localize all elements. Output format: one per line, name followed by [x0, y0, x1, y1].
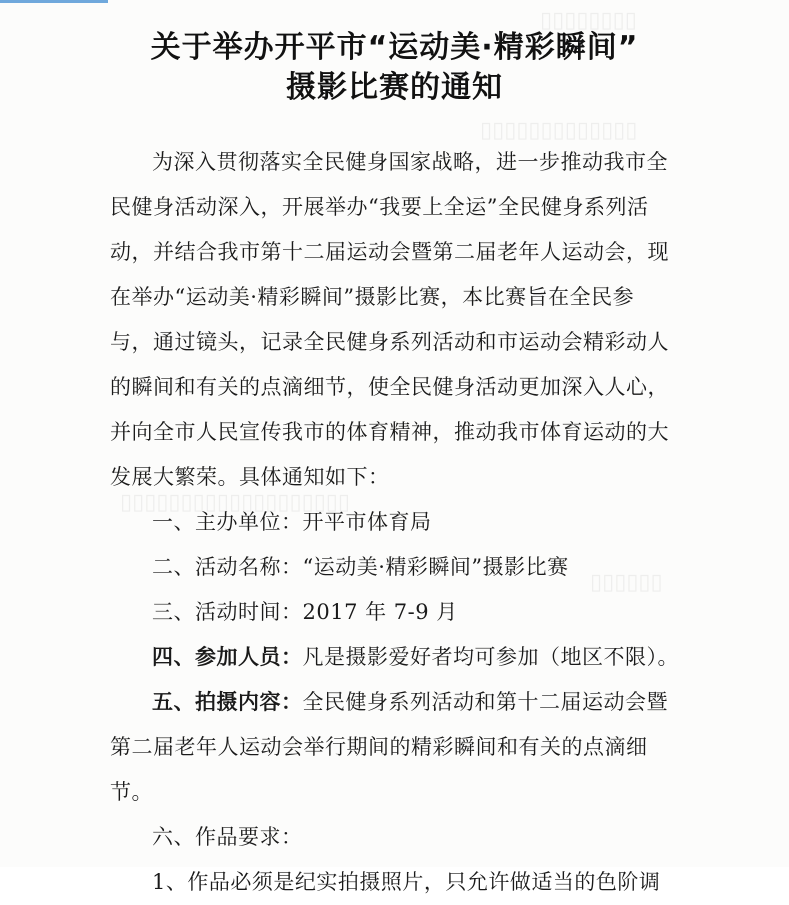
item-organizer-label: 一、主办单位： [152, 510, 303, 534]
item-participants-label: 四、参加人员： [152, 645, 303, 669]
page-title-line2: 摄影比赛的通知 [286, 70, 503, 105]
intro-line: 在举办“运动美·精彩瞬间”摄影比赛，本比赛旨在全民参 [110, 285, 635, 309]
bleed-through: ▯▯▯▯▯▯▯▯ [540, 8, 637, 33]
item-content-cont: 第二届老年人运动会举行期间的精彩瞬间和有关的点滴细 [110, 735, 648, 759]
bleed-through: ▯▯▯▯▯▯▯▯▯▯▯▯▯ [480, 118, 638, 143]
item-activity-name-value: “运动美·精彩瞬间”摄影比赛 [302, 555, 569, 579]
item-content [110, 680, 670, 725]
selection-bar [0, 0, 108, 3]
intro-line: 并向全市人民宣传我市的体育精神，推动我市体育运动的大 [110, 420, 669, 444]
item-activity-name [110, 545, 670, 590]
item-organizer-value: 开平市体育局 [302, 510, 432, 534]
bleed-through: ▯▯▯▯▯▯ [590, 570, 663, 595]
page-title-line1: 关于举办开平市“运动美·精彩瞬间” [150, 30, 639, 65]
intro-line: 与，通过镜头，记录全民健身系列活动和市运动会精彩动人 [110, 330, 669, 354]
intro-line: 的瞬间和有关的点滴细节，使全民健身活动更加深入人心， [110, 375, 669, 399]
intro-line: 动，并结合我市第十二届运动会暨第二届老年人运动会，现 [110, 240, 669, 264]
intro-line: 民健身活动深入，开展举办“我要上全运”全民健身系列活 [110, 195, 649, 219]
intro-line: 为深入贯彻落实全民健身国家战略，进一步推动我市全 [152, 150, 668, 174]
item-organizer [110, 500, 670, 545]
item-activity-time-value: 2017 年 7-9 月 [302, 600, 458, 624]
item-content-cont: 节。 [110, 780, 153, 804]
item-content-value: 全民健身系列活动和第十二届运动会暨 [302, 690, 668, 714]
requirement-1: 1、作品必须是纪实拍摄照片，只允许做适当的色阶调 [152, 870, 661, 894]
item-activity-time-label: 三、活动时间： [152, 600, 303, 624]
item-content-label: 五、拍摄内容： [152, 690, 303, 714]
document-body [110, 140, 679, 905]
item-activity-time [110, 590, 670, 635]
item-requirements: 六、作品要求： [152, 825, 303, 849]
bleed-through: ▯▯▯▯▯▯▯▯▯▯▯▯▯▯▯▯▯▯▯ [120, 490, 351, 515]
intro-line: 发展大繁荣。具体通知如下： [110, 465, 390, 489]
item-activity-name-label: 二、活动名称： [152, 555, 303, 579]
item-participants-value: 凡是摄影爱好者均可参加（地区不限）。 [302, 645, 679, 669]
item-participants [110, 635, 679, 680]
